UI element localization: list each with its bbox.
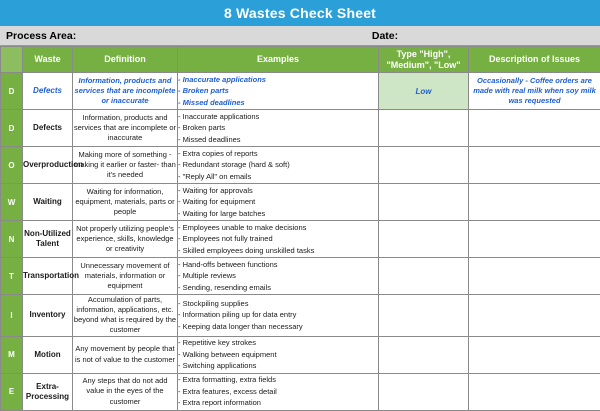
type-entry-cell[interactable] [379,147,469,184]
example-line: - Extra formatting, extra fields [178,375,276,385]
waste-code-cell: D [1,73,23,110]
header-row [1,47,600,73]
example-line: - Waiting for approvals [178,185,253,195]
waste-name-cell: Overproduction [23,147,73,184]
description-entry-cell[interactable] [469,221,600,258]
example-line: - Missed deadlines [178,134,241,144]
waste-definition-cell: Not properly utilizing people's experience, skills, knowledge or creativity [73,221,178,258]
table-row [1,73,600,110]
column-header-waste: Waste [23,47,73,73]
example-line: - Extra features, excess detail [178,386,277,396]
column-header-type: Type "High", "Medium", "Low" [379,47,469,73]
description-entry-cell[interactable] [469,336,600,373]
column-header-code [1,47,23,73]
table-row [1,147,600,184]
waste-examples-cell [178,184,379,221]
waste-name-cell: Extra-Processing [23,373,73,410]
example-line: - Employees not fully trained [178,234,273,244]
waste-name-cell: Defects [23,73,73,110]
waste-definition-cell: Unnecessary movement of materials, information or equipment [73,258,178,295]
example-line: - Waiting for large batches [178,208,266,218]
waste-definition-cell: Information, products and services that are incomplete or inaccurate [73,110,178,147]
example-line: - Stockpiling supplies [178,298,249,308]
waste-definition-cell: Information, products and services that are incomplete or inaccurate [73,73,178,110]
type-entry-cell[interactable] [379,258,469,295]
example-line: - Inaccurate applications [178,111,260,121]
type-entry-cell[interactable] [379,336,469,373]
waste-name-cell: Waiting [23,184,73,221]
example-line: - Missed deadlines [178,97,245,107]
waste-examples-cell [178,373,379,410]
example-line: - Sending, resending emails [178,282,271,292]
example-line: - Broken parts [178,123,226,133]
waste-definition-cell: Accumulation of parts, information, applications, etc. beyond what is required by the customer [73,295,177,335]
type-entry-cell[interactable] [379,184,469,221]
table-body [1,73,600,411]
waste-code-cell: I [1,295,23,337]
example-line: - Switching applications [178,361,257,371]
waste-code-cell: E [1,373,23,410]
example-line: - Hand-offs between functions [178,259,278,269]
type-entry-cell[interactable]: Low [379,73,469,110]
process-area-label: Process Area: [6,29,77,42]
example-line: - Skilled employees doing unskilled tasks [178,245,315,255]
description-entry-cell[interactable] [469,147,600,184]
wastes-table [0,46,600,411]
column-header-description: Description of Issues [469,47,600,73]
waste-name-cell: Inventory [23,295,73,337]
waste-examples-cell [178,147,379,184]
waste-name-cell: Motion [23,336,73,373]
table-row [1,184,600,221]
type-entry-cell[interactable] [379,221,469,258]
date-label: Date: [371,29,399,42]
page-title-banner [0,0,600,26]
description-entry-cell[interactable] [469,110,600,147]
waste-code-cell: D [1,110,23,147]
description-entry-cell[interactable] [469,258,600,295]
waste-definition-cell: Making more of something - making it earlier or faster- than it's needed [73,147,178,184]
example-line: - Waiting for equipment [178,197,256,207]
type-entry-cell[interactable] [379,110,469,147]
example-line: - Extra report information [178,398,261,408]
example-line: - Keeping data longer than necessary [178,322,303,332]
table-header [1,47,600,73]
table-row [1,221,600,258]
example-line: - "Reply All" on emails [178,171,252,181]
waste-definition-cell: Waiting for information, equipment, materials, parts or people [73,184,178,221]
waste-examples-cell [178,73,379,110]
description-entry-cell[interactable] [469,373,600,410]
example-line: - Inaccurate applications [178,74,266,84]
page-title: 8 Wastes Check Sheet [223,5,377,21]
table-row [1,110,600,147]
meta-bar [0,26,600,46]
description-entry-cell[interactable] [469,295,600,337]
description-entry-cell[interactable] [469,184,600,221]
table-row [1,373,600,410]
waste-code-cell: M [1,336,23,373]
table-row [1,336,600,373]
waste-code-cell: W [1,184,23,221]
waste-name-cell: Defects [23,110,73,147]
table-row [1,258,600,295]
waste-code-cell: N [1,221,23,258]
waste-examples-cell [178,258,379,295]
example-line: - Information piling up for data entry [178,310,297,320]
waste-definition-cell: Any movement by people that is not of value to the customer [73,336,178,373]
example-line: - Repetitive key strokes [178,338,256,348]
waste-code-cell: T [1,258,23,295]
waste-name-cell: Non-Utilized Talent [23,221,73,258]
waste-examples-cell [178,110,379,147]
waste-name-cell: Transportation [23,258,73,295]
waste-code-cell: O [1,147,23,184]
example-line: - Redundant storage (hard & soft) [178,160,290,170]
example-line: - Employees unable to make decisions [178,222,307,232]
example-line: - Multiple reviews [178,271,236,281]
waste-definition-cell: Any steps that do not add value in the eyes of the customer [73,373,178,410]
example-line: - Broken parts [178,86,229,96]
example-line: - Walking between equipment [178,349,277,359]
example-line: - Extra copies of reports [178,148,258,158]
column-header-definition: Definition [73,47,178,73]
waste-examples-cell [178,221,379,258]
type-entry-cell[interactable] [379,295,469,337]
description-entry-cell[interactable]: Occasionally - Coffee orders are made with real milk when soy milk was requested [469,73,600,110]
type-entry-cell[interactable] [379,373,469,410]
waste-examples-cell [178,295,379,337]
column-header-examples: Examples [178,47,379,73]
waste-examples-cell [178,336,379,373]
table-row [1,295,600,337]
